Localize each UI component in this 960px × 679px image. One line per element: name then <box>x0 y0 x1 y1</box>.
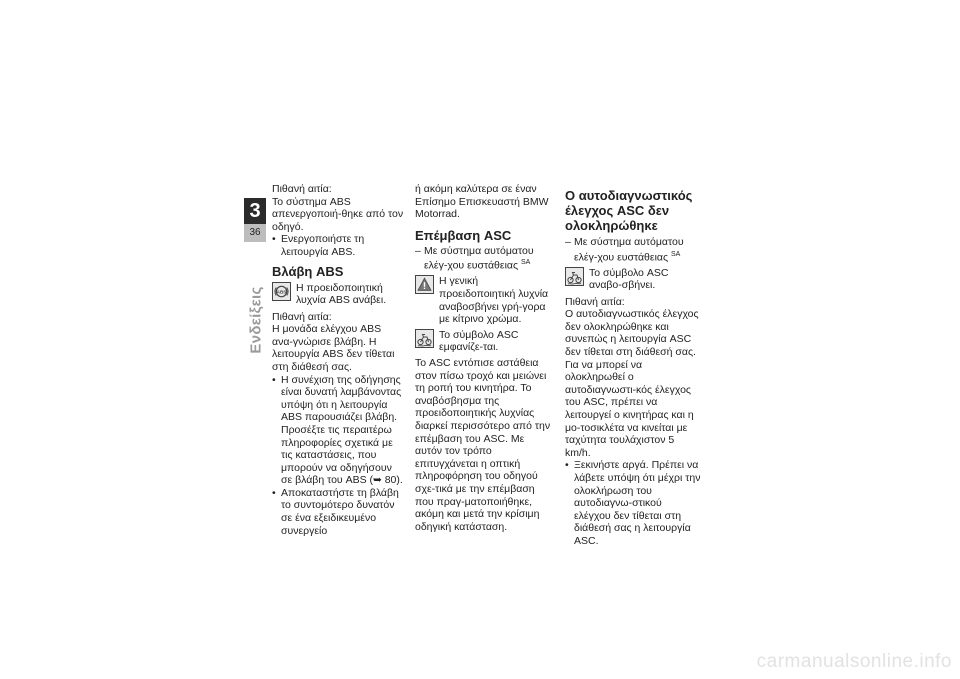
chapter-tab <box>244 198 266 242</box>
section-heading-asc-intervention: Επέμβαση ASC <box>415 227 512 243</box>
watermark: carmanualsonline.info <box>756 651 952 672</box>
asc-symbol-icon <box>565 267 584 286</box>
section-side-label <box>236 286 276 354</box>
bullet-item: • Η συνέχιση της οδήγησης είναι δυνατή λαμβάνοντας υπόψη ότι η λειτουργία ABS παρουσιάζει βλάβη. Προσέξτε τις περαιτέρω πληροφορίες σχετικά με τις καταστάσεις, που μπορούν να οδηγήσουν σε βλάβη του ABS (➥ 80). <box>272 374 404 487</box>
indicator-text: Το σύμβολο ASC αναβο-σβήνει. <box>589 266 669 292</box>
option-note <box>565 236 701 264</box>
cause-label: Πιθανή αιτία: <box>272 183 332 195</box>
section-side-label-text: Ενδείξεις <box>247 286 265 354</box>
bullet-item: • Ενεργοποιήστε τη λειτουργία ABS. <box>272 233 404 258</box>
section-heading-asc-self-diagnosis: Ο αυτοδιαγνωστικός έλεγχος ASC δεν ολοκληρώθηκε <box>565 188 693 233</box>
asc-symbol-icon <box>415 329 434 348</box>
option-note-text: Με σύστημα αυτόματου ελέγ-χου ευστάθειας <box>574 236 684 264</box>
option-note <box>415 245 551 273</box>
paragraph: ή ακόμη καλύτερα σε έναν Επίσημο Επισκευαστή BMW Motorrad. <box>415 183 549 221</box>
bullet-item: • Αποκαταστήστε τη βλάβη το συντομότερο δυνατόν σε ένα εξειδικευμένο συνεργείο <box>272 487 404 537</box>
indicator-row <box>415 329 551 354</box>
indicator-row <box>415 275 551 325</box>
bullet-item: • Ξεκινήστε αργά. Πρέπει να λάβετε υπόψη ότι μέχρι την ολοκλήρωση του αυτοδιαγνω-στικού ελέγχου δεν τίθεται στη διάθεσή σας η λειτουργία ASC. <box>565 459 701 547</box>
indicator-row <box>272 282 404 308</box>
chapter-number: 3 <box>249 200 261 222</box>
paragraph: Το ASC εντόπισε αστάθεια στον πίσω τροχό και μειώνει τη ροπή του κινητήρα. Το αναβόσβησμα της προειδοποιητικής λυχνίας διαρκεί περισσότερο από την επέμβαση του ASC. Με αυτόν τον τρόπο επιτυγχάνεται η οπτική πληροφόρηση του οδηγού σχε-τικά με την επέμβαση που πραγ-ματοποιήθηκε, ακόμη και μετά την κρίσιμη οδηγική κατάσταση. <box>415 357 551 533</box>
page-number: 36 <box>244 224 266 242</box>
column-3 <box>565 183 701 548</box>
option-badge: SA <box>670 250 681 258</box>
paragraph: Το σύστημα ABS απενεργοποιή-θηκε από τον οδηγό. <box>272 195 404 233</box>
option-note-text: Με σύστημα αυτόματου ελέγ-χου ευστάθειας <box>424 244 534 272</box>
indicator-text: Η γενική προειδοποιητική λυχνία αναβοσβήνει γρή-γορα με κίτρινο χρώμα. <box>439 275 549 326</box>
cause-label: Πιθανή αιτία: <box>272 310 332 323</box>
general-warning-triangle-icon <box>415 275 434 294</box>
paragraph: Ο αυτοδιαγνωστικός έλεγχος δεν ολοκληρώθηκε και συνεπώς η λειτουργία ASC δεν τίθεται στη διάθεσή σας. Για να μπορεί να ολοκληρωθεί ο αυτοδιαγνωστι-κός έλεγχος του ASC, πρέπει να λειτουργεί ο κινητήρας και η μο-τοσικλέτα να κινείται με ταχύτητα τουλάχιστον 5 km/h. <box>565 308 699 459</box>
bullet-list <box>272 233 404 258</box>
abs-warning-icon <box>272 282 291 301</box>
column-1 <box>272 183 404 537</box>
indicator-text: Η προειδοποιητική λυχνία ABS ανάβει. <box>296 281 387 307</box>
section-heading-abs-fault: Βλάβη ABS <box>272 263 344 279</box>
svg-text:ABS: ABS <box>276 289 287 295</box>
bullet-list <box>565 459 701 547</box>
option-badge: SA <box>520 259 531 267</box>
cause-label: Πιθανή αιτία: <box>565 295 625 308</box>
indicator-row <box>565 267 701 293</box>
column-2 <box>415 183 551 533</box>
indicator-text: Το σύμβολο ASC εμφανίζε-ται. <box>439 328 519 354</box>
bullet-list <box>272 374 404 538</box>
paragraph: Η μονάδα ελέγχου ABS ανα-γνώρισε βλάβη. Η λειτουργία ABS δεν τίθεται στη διάθεσή σας. <box>272 323 395 373</box>
